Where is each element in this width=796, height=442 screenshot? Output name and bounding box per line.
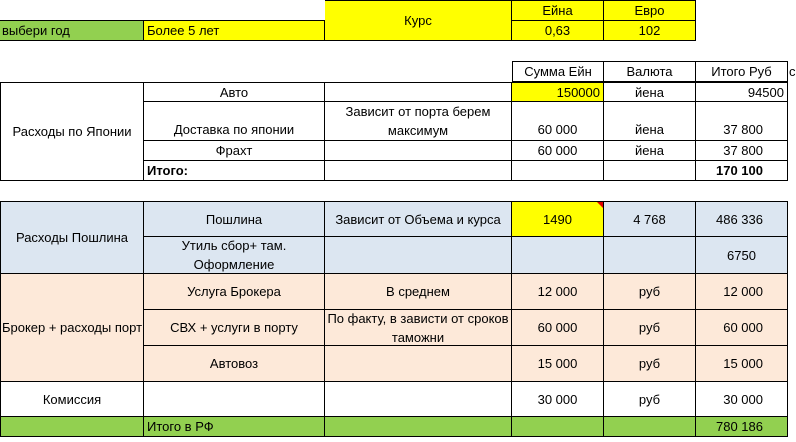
broker-row-currency: руб: [604, 310, 696, 346]
japan-row-sum[interactable]: 150000: [512, 82, 604, 102]
japan-row-name: Авто: [144, 82, 325, 102]
euro-rate[interactable]: 102: [604, 21, 696, 41]
broker-row-currency: руб: [604, 274, 696, 310]
group-label-japan: Расходы по Японии: [0, 82, 144, 181]
year-select-value[interactable]: Более 5 лет: [144, 20, 325, 41]
japan-total-empty: [325, 161, 512, 181]
group-label-duty: Расходы Пошлина: [0, 201, 144, 274]
yen-rate[interactable]: 0,63: [512, 21, 604, 41]
duty-row-name: Утиль сбор+ там. Оформление: [144, 237, 325, 274]
yen-label: Ейна: [512, 0, 604, 21]
japan-row-name: Доставка по японии: [144, 102, 325, 141]
japan-row-note: Зависит от порта берем максимум: [325, 102, 512, 141]
commission-sum[interactable]: 30 000: [512, 382, 604, 417]
duty-row-sum: [512, 237, 604, 274]
japan-total-empty: [512, 161, 604, 181]
commission-empty: [325, 382, 512, 417]
duty-row-name: Пошлина: [144, 201, 325, 237]
japan-row-total: 37 800: [696, 102, 788, 141]
duty-row-note: [325, 237, 512, 274]
broker-row-total: 60 000: [696, 310, 788, 346]
broker-row-sum[interactable]: 12 000: [512, 274, 604, 310]
comment-marker-icon[interactable]: [597, 202, 603, 208]
euro-label: Евро: [604, 0, 696, 21]
group-label-broker: Брокер + расходы порт: [0, 274, 144, 382]
commission-total: 30 000: [696, 382, 788, 417]
grand-total-label: Итого в РФ: [144, 417, 325, 437]
broker-row-note: В среднем: [325, 274, 512, 310]
col-header-truncated: с: [789, 64, 796, 79]
broker-row-sum[interactable]: 60 000: [512, 310, 604, 346]
japan-row-sum[interactable]: 60 000: [512, 102, 604, 141]
broker-row-name: СВХ + услуги в порту: [144, 310, 325, 346]
japan-row-note: [325, 82, 512, 102]
japan-row-sum[interactable]: 60 000: [512, 141, 604, 161]
japan-row-currency: йена: [604, 82, 696, 102]
japan-row-total: 94500: [696, 82, 788, 102]
japan-total-value: 170 100: [696, 161, 788, 181]
col-header-total-rub: Итого Руб: [696, 61, 788, 82]
japan-row-total: 37 800: [696, 141, 788, 161]
duty-row-sum[interactable]: [512, 201, 604, 237]
japan-total-label: Итого:: [144, 161, 325, 181]
grand-total-empty: [512, 417, 604, 437]
grand-total-empty: [325, 417, 512, 437]
broker-row-note: По факту, в зависти от сроков таможни: [325, 310, 512, 346]
broker-row-total: 12 000: [696, 274, 788, 310]
col-header-sum-yen: Сумма Ейн: [512, 61, 604, 82]
duty-row-total: 486 336: [696, 201, 788, 237]
japan-row-currency: йена: [604, 102, 696, 141]
japan-row-name: Фрахт: [144, 141, 325, 161]
grand-total-value: 780 186: [696, 417, 788, 437]
commission-currency: руб: [604, 382, 696, 417]
japan-total-empty: [604, 161, 696, 181]
grand-total-empty: [604, 417, 696, 437]
duty-sum-value: 1490: [543, 211, 572, 227]
duty-row-currency: 4 768: [604, 201, 696, 237]
col-header-currency: Валюта: [604, 61, 696, 82]
broker-row-sum[interactable]: 15 000: [512, 346, 604, 382]
commission-label: Комиссия: [0, 382, 144, 417]
broker-row-name: Автовоз: [144, 346, 325, 382]
rate-label: Курс: [325, 0, 512, 41]
commission-empty: [144, 382, 325, 417]
broker-row-total: 15 000: [696, 346, 788, 382]
year-select-label: выбери год: [0, 20, 144, 41]
grand-total-empty: [0, 417, 144, 437]
duty-row-total: 6750: [696, 237, 788, 274]
japan-row-currency: йена: [604, 141, 696, 161]
broker-row-note: [325, 346, 512, 382]
broker-row-name: Услуга Брокера: [144, 274, 325, 310]
japan-row-note: [325, 141, 512, 161]
broker-row-currency: руб: [604, 346, 696, 382]
duty-row-currency: [604, 237, 696, 274]
duty-row-note: Зависит от Объема и курса: [325, 201, 512, 237]
